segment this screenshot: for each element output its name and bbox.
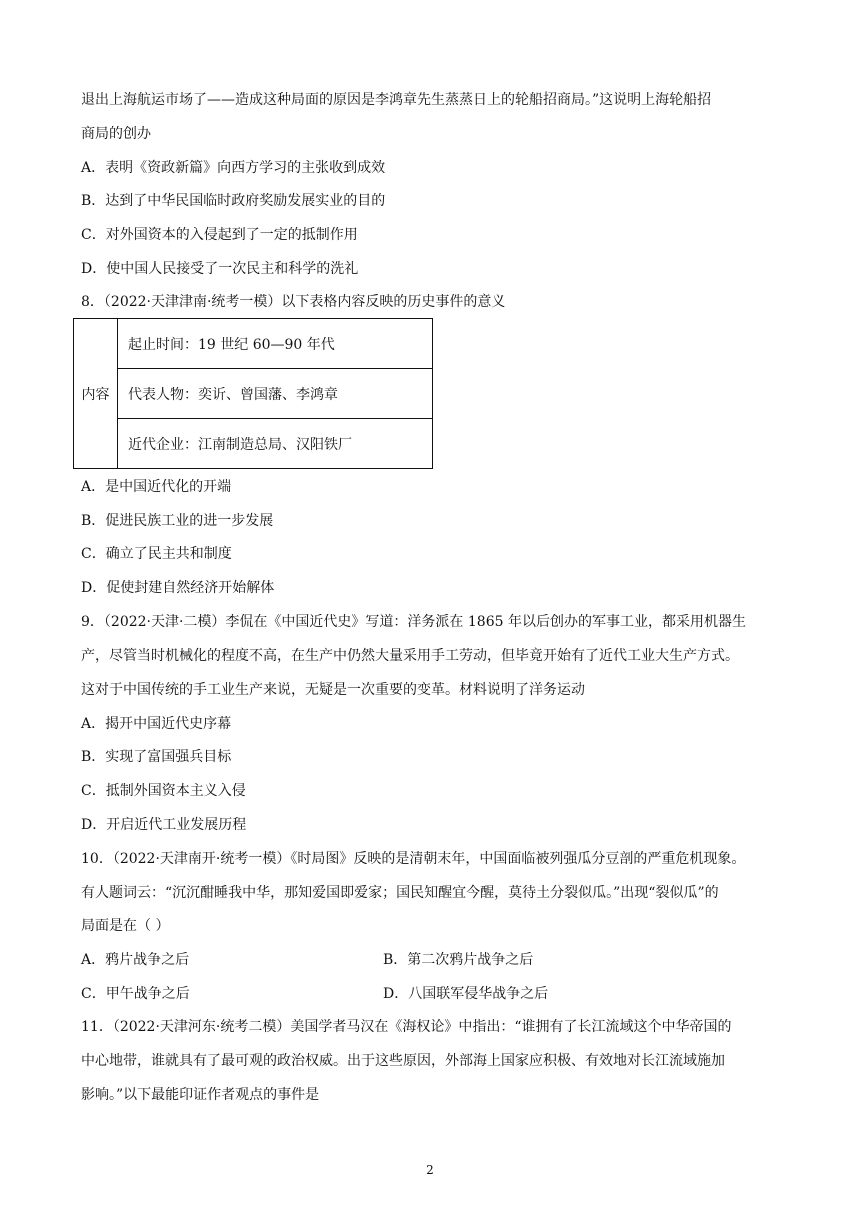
q9-stem-line-2: 产，尽管当时机械化的程度不高，在生产中仍然大量采用手工劳动，但毕竟开始有了近代工业大生产方式。 xyxy=(81,648,739,664)
q11-stem-line-1: 11．（2022·天津河东·统考二模）美国学者马汉在《海权论》中指出：“谁拥有了长江流域这个中华帝国的 xyxy=(81,1019,732,1035)
q8-table-row-enterprises: 近代企业：江南制造总局、汉阳铁厂 xyxy=(118,419,433,469)
q10-stem-line-1: 10．（2022·天津南开·统考一模）《时局图》反映的是清朝末年，中国面临被列强瓜分豆剖的严重危机现象。 xyxy=(81,851,746,867)
q9-option-a: A．揭开中国近代史序幕 xyxy=(81,716,232,732)
q8-table-head: 内容 xyxy=(74,319,118,469)
q10-option-c: C．甲午战争之后 xyxy=(81,986,190,1002)
q7-stem-line-2: 商局的创办 xyxy=(81,126,151,142)
q11-stem-line-2: 中心地带，谁就具有了最可观的政治权威。出于这些原因，外部海上国家应积极、有效地对长江流域施加 xyxy=(81,1053,725,1069)
q10-stem-line-2: 有人题词云：“沉沉酣睡我中华，那知爱国即爱家；国民知醒宜今醒，莫待土分裂似瓜。”出现“裂似瓜”的 xyxy=(81,885,719,901)
q7-option-a: A．表明《资政新篇》向西方学习的主张收到成效 xyxy=(81,160,386,176)
q11-stem-line-3: 影响。”以下最能印证作者观点的事件是 xyxy=(81,1087,320,1103)
q10-option-d: D．八国联军侵华战争之后 xyxy=(383,986,549,1002)
page-number: 2 xyxy=(426,1163,434,1177)
q9-option-b: B．实现了富国强兵目标 xyxy=(81,749,232,765)
q9-stem-line-1: 9．（2022·天津·二模）李侃在《中国近代史》写道：洋务派在 1865 年以后创办的军事工业，都采用机器生 xyxy=(81,614,746,630)
q7-option-b: B．达到了中华民国临时政府奖励发展实业的目的 xyxy=(81,193,386,209)
q9-option-c: C．抵制外国资本主义入侵 xyxy=(81,783,246,799)
q10-stem-line-3: 局面是在（ ） xyxy=(81,918,170,934)
q7-option-c: C．对外国资本的入侵起到了一定的抵制作用 xyxy=(81,227,358,243)
q7-option-d: D．使中国人民接受了一次民主和科学的洗礼 xyxy=(81,261,359,277)
q8-table-row-time: 起止时间：19 世纪 60—90 年代 xyxy=(118,319,433,369)
q9-option-d: D．开启近代工业发展历程 xyxy=(81,817,247,833)
q10-option-b: B．第二次鸦片战争之后 xyxy=(383,952,534,968)
q8-table-row-people: 代表人物：奕䜣、曾国藩、李鸿章 xyxy=(118,369,433,419)
q8-option-b: B．促进民族工业的进一步发展 xyxy=(81,513,274,529)
q8-option-c: C．确立了民主共和制度 xyxy=(81,546,232,562)
q9-stem-line-3: 这对于中国传统的手工业生产来说，无疑是一次重要的变革。材料说明了洋务运动 xyxy=(81,682,585,698)
q8-option-d: D．促使封建自然经济开始解体 xyxy=(81,580,275,596)
q7-stem-line-1: 退出上海航运市场了——造成这种局面的原因是李鸿章先生蒸蒸日上的轮船招商局。”这说明上海轮船招 xyxy=(81,92,712,108)
q8-stem: 8．（2022·天津津南·统考一模）以下表格内容反映的历史事件的意义 xyxy=(81,294,506,310)
q10-option-a: A．鸦片战争之后 xyxy=(81,952,190,968)
q8-option-a: A．是中国近代化的开端 xyxy=(81,479,232,495)
q8-content-table xyxy=(73,318,433,469)
